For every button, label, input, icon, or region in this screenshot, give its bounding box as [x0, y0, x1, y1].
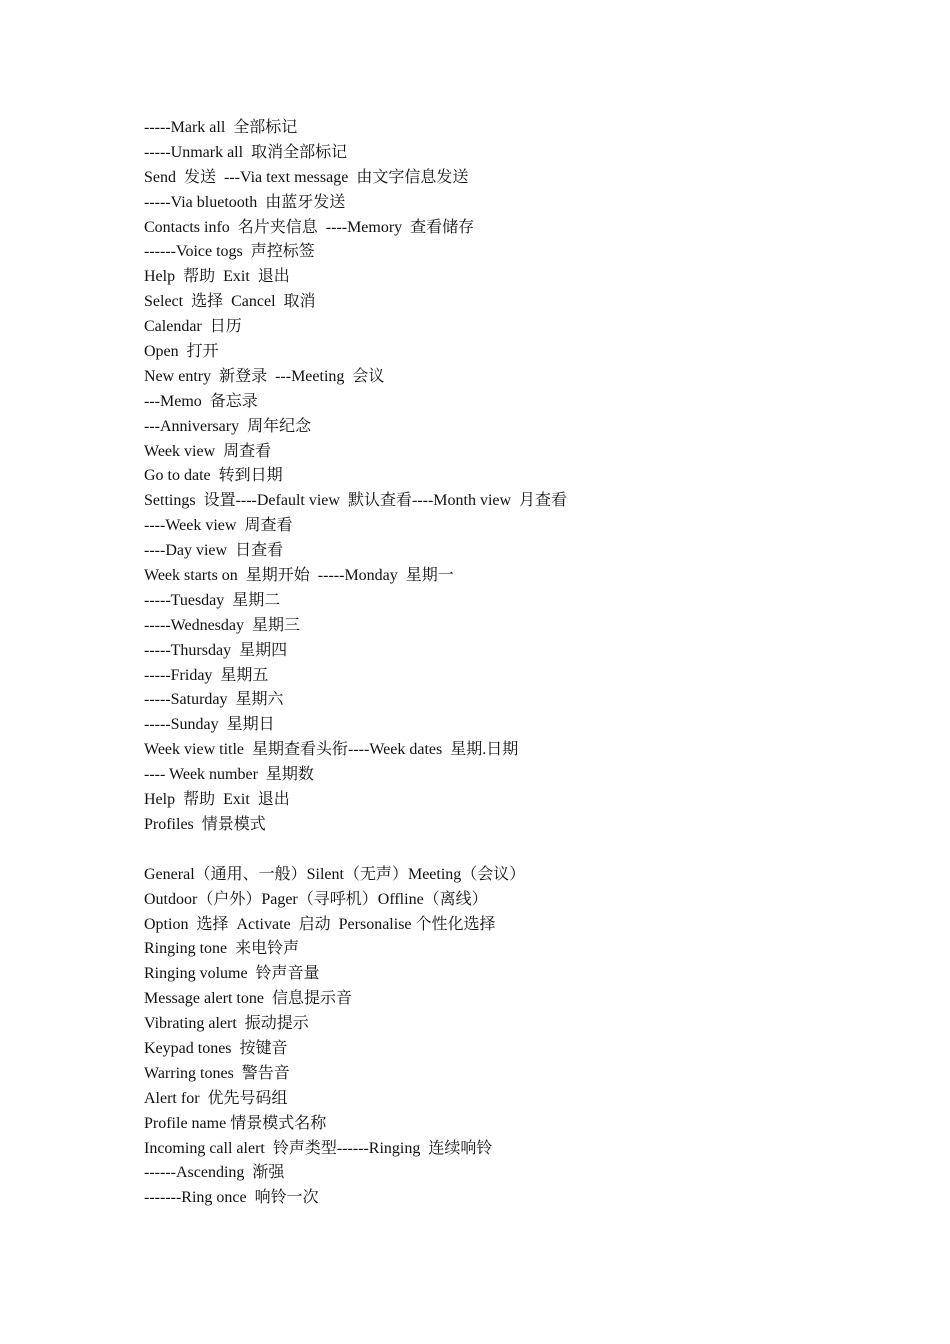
text-line: -----Thursday 星期四 — [144, 641, 288, 659]
text-line: Week starts on 星期开始 -----Monday 星期一 — [144, 567, 454, 585]
text-line: Vibrating alert 振动提示 — [144, 1015, 309, 1033]
text-line: ---- Week number 星期数 — [144, 766, 314, 784]
text-line: -----Sunday 星期日 — [144, 716, 275, 734]
text-line: Ringing tone 来电铃声 — [144, 940, 300, 958]
text-line: -----Tuesday 星期二 — [144, 591, 281, 609]
text-line: ----Week view 周查看 — [144, 517, 293, 535]
text-line: Alert for 优先号码组 — [144, 1089, 288, 1107]
text-line: Help 帮助 Exit 退出 — [144, 791, 290, 809]
text-line: Help 帮助 Exit 退出 — [144, 268, 290, 286]
text-line: General（通用、一般）Silent（无声）Meeting（会议） — [144, 865, 526, 883]
text-line: ------Voice togs 声控标签 — [144, 243, 315, 261]
text-line: Keypad tones 按键音 — [144, 1039, 288, 1057]
text-line: Go to date 转到日期 — [144, 467, 283, 485]
text-line: Profile name 情景模式名称 — [144, 1114, 327, 1132]
text-line: Open 打开 — [144, 343, 219, 361]
text-line: Calendar 日历 — [144, 318, 242, 336]
text-line: New entry 新登录 ---Meeting 会议 — [144, 367, 385, 385]
text-line: Week view 周查看 — [144, 442, 272, 460]
text-line: Message alert tone 信息提示音 — [144, 990, 352, 1008]
text-line: Send 发送 ---Via text message 由文字信息发送 — [144, 168, 469, 186]
text-line: Ringing volume 铃声音量 — [144, 965, 320, 983]
text-line: -----Mark all 全部标记 — [144, 119, 298, 136]
text-line: Outdoor（户外）Pager（寻呼机）Offline（离线） — [144, 890, 488, 908]
text-line: -------Ring once 响铃一次 — [144, 1189, 319, 1207]
text-line: -----Friday 星期五 — [144, 666, 269, 684]
text-line: Warring tones 警告音 — [144, 1064, 290, 1082]
text-line: ---Memo 备忘录 — [144, 392, 258, 410]
document-page — [144, 116, 904, 1211]
text-line: Select 选择 Cancel 取消 — [144, 293, 316, 311]
text-line: ------Ascending 渐强 — [144, 1164, 285, 1182]
text-line: Week view title 星期查看头衔----Week dates 星期.日期 — [144, 741, 519, 759]
text-line: Contacts info 名片夹信息 ----Memory 查看储存 — [144, 218, 475, 236]
text-line: -----Saturday 星期六 — [144, 691, 284, 709]
text-line: ----Day view 日查看 — [144, 542, 284, 560]
text-line: Option 选择 Activate 启动 Personalise 个性化选择 — [144, 915, 496, 933]
text-line: ---Anniversary 周年纪念 — [144, 417, 312, 435]
text-line: -----Unmark all 取消全部标记 — [144, 143, 348, 161]
text-line: -----Via bluetooth 由蓝牙发送 — [144, 193, 346, 211]
text-line: -----Wednesday 星期三 — [144, 616, 300, 634]
blank-line — [144, 838, 904, 863]
text-line: Profiles 情景模式 — [144, 815, 266, 833]
text-line: Settings 设置----Default view 默认查看----Month view 月查看 — [144, 492, 568, 510]
text-line: Incoming call alert 铃声类型------Ringing 连续响铃 — [144, 1139, 493, 1157]
